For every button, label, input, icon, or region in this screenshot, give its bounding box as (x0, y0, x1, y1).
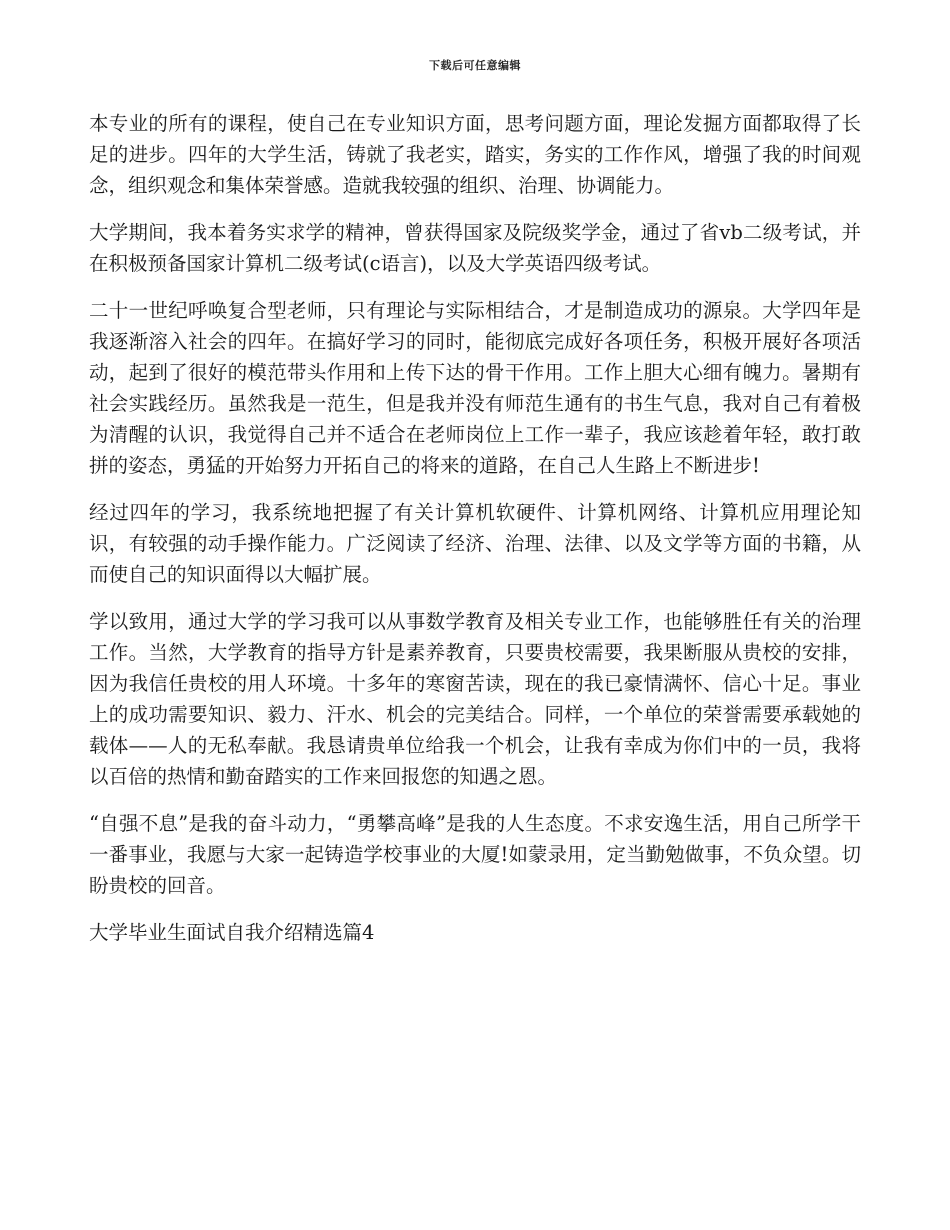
paragraph-career-application: 学以致用，通过大学的学习我可以从事数学教育及相关专业工作，也能够胜任有关的治理工作。当然，大学教育的指导方针是素养教育，只要贵校需要，我果断服从贵校的安排，因为我信任贵校的用人环境。十多年的寒窗苦读，现在的我已豪情满怀、信心十足。事业上的成功需要知识、毅力、汗水、机会的完美结合。同样，一个单位的荣誉需要承载她的载体——人的无私奉献。我恳请贵单位给我一个机会，让我有幸成为你们中的一员，我将以百倍的热情和勤奋踏实的工作来回报您的知遇之恩。 (89, 610, 861, 788)
paragraph-course-progress: 本专业的所有的课程，使自己在专业知识方面，思考问题方面，理论发掘方面都取得了长足的进步。四年的大学生活，铸就了我老实，踏实，务实的工作作风，增强了我的时间观念，组织观念和集体荣誉感。造就我较强的组织、治理、协调能力。 (89, 112, 861, 197)
paragraph-computer-skills: 经过四年的学习，我系统地把握了有关计算机软硬件、计算机网络、计算机应用理论知识，有较强的动手操作能力。广泛阅读了经济、治理、法律、以及文学等方面的书籍，从而使自己的知识面得以大幅扩展。 (89, 501, 861, 586)
section-title-next: 大学毕业生面试自我介绍精选篇4 (89, 921, 375, 944)
paragraph-motto-closing: “自强不息”是我的奋斗动力，“勇攀高峰”是我的人生态度。不求安逸生活，用自己所学干一番事业，我愿与大家一起铸造学校事业的大厦!如蒙录用，定当勤勉做事，不负众望。切盼贵校的回音。 (89, 812, 861, 897)
paragraph-scholarship-exams: 大学期间，我本着务实求学的精神，曾获得国家及院级奖学金，通过了省vb二级考试，并在积极预备国家计算机二级考试(c语言)，以及大学英语四级考试。 (89, 221, 861, 275)
document-body (89, 108, 861, 948)
page-header: 下载后可任意编辑 (429, 59, 521, 72)
paragraph-university-years: 二十一世纪呼唤复合型老师，只有理论与实际相结合，才是制造成功的源泉。大学四年是我逐渐溶入社会的四年。在搞好学习的同时，能彻底完成好各项任务，积极开展好各项活动，起到了很好的模范带头作用和上传下达的骨干作用。工作上胆大心细有魄力。暑期有社会实践经历。虽然我是一范生，但是我并没有师范生通有的书生气息，我对自己有着极为清醒的认识，我觉得自己并不适合在老师岗位上工作一辈子，我应该趁着年轻，敢打敢拼的姿态，勇猛的开始努力开拓自己的将来的道路，在自己人生路上不断进步! (89, 299, 861, 477)
